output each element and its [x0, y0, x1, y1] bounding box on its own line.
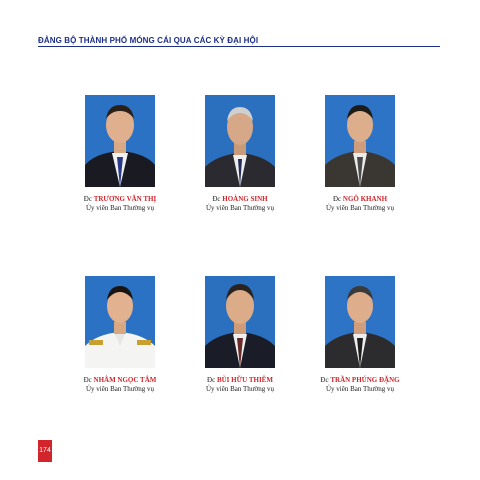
- member-card-6: [310, 276, 410, 393]
- portrait-photo: [325, 95, 395, 187]
- title-prefix: Đc: [212, 195, 221, 203]
- portrait-photo: [85, 95, 155, 187]
- member-role: Ủy viên Ban Thường vụ: [325, 385, 395, 393]
- title-prefix: Đc: [320, 376, 329, 384]
- member-card-4: [70, 276, 170, 393]
- title-prefix: Đc: [83, 195, 92, 203]
- member-card-3: [310, 95, 410, 212]
- member-name: NGÔ KHANH: [342, 195, 388, 203]
- member-name-line: [310, 376, 410, 384]
- member-name: BÙI HỮU THIÊM: [216, 376, 273, 384]
- member-role: Ủy viên Ban Thường vụ: [85, 204, 155, 212]
- member-name: TRƯƠNG VĂN THỊ: [93, 195, 157, 203]
- member-role: Ủy viên Ban Thường vụ: [205, 204, 275, 212]
- portrait-photo: [325, 276, 395, 368]
- title-prefix: Đc: [332, 195, 342, 203]
- member-name-line: [190, 376, 290, 384]
- member-role: Ủy viên Ban Thường vụ: [205, 385, 275, 393]
- member-name: TRẦN PHÚNG ĐẶNG: [330, 376, 400, 384]
- member-card-2: [190, 95, 290, 212]
- member-card-1: [70, 95, 170, 212]
- member-role: Ủy viên Ban Thường vụ: [325, 204, 395, 212]
- portrait-photo: [205, 276, 275, 368]
- member-role: Ủy viên Ban Thường vụ: [85, 385, 155, 393]
- member-name-line: [310, 195, 410, 203]
- portrait-photo: [85, 276, 155, 368]
- page-number: 174: [38, 440, 52, 462]
- member-name-line: [70, 376, 170, 384]
- title-prefix: Đc: [207, 376, 216, 384]
- portrait-photo: [205, 95, 275, 187]
- title-prefix: Đc: [83, 376, 92, 384]
- member-card-5: [190, 276, 290, 393]
- page-header-title: ĐẢNG BỘ THÀNH PHỐ MÓNG CÁI QUA CÁC KỲ ĐẠI HỘI: [38, 36, 259, 45]
- member-name-line: [190, 195, 290, 203]
- member-name: NHÂM NGỌC TÂM: [93, 376, 157, 384]
- header-divider: [38, 46, 440, 47]
- member-name-line: [70, 195, 170, 203]
- member-name: HOÀNG SINH: [222, 195, 268, 203]
